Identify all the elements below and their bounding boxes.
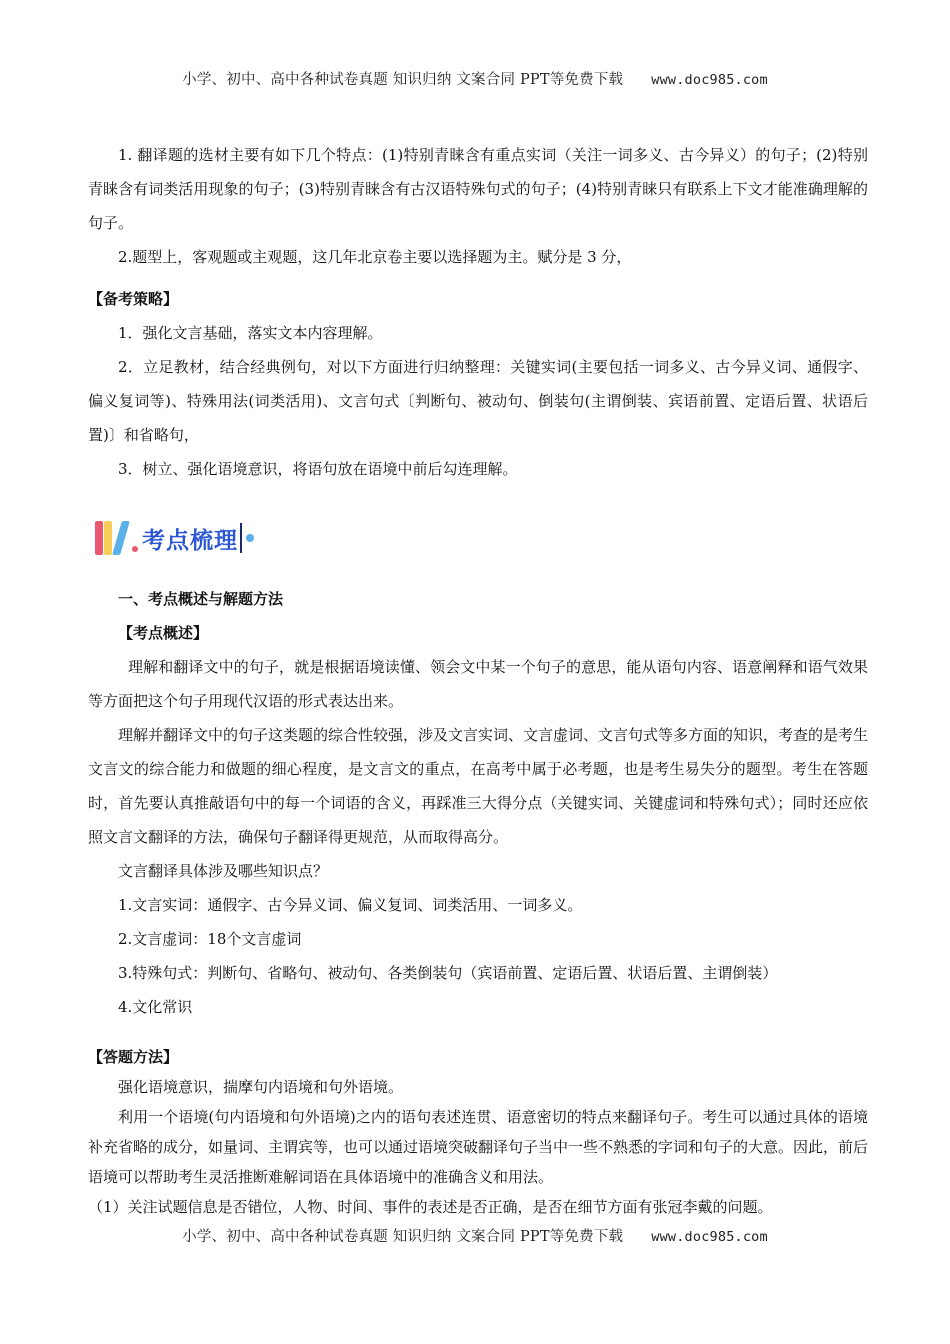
method-paragraph-2: 利用一个语境(句内语境和句外语境)之内的语句表述连贯、语意密切的特点来翻译句子。考生可以通过具体的语境补充省略的成分，如量词、主谓宾等，也可以通过语境突破翻译句子当中一些不熟悉的字词和句子的大意。因此，前后语境可以帮助考生灵活推断难解词语在具体语境中的准确含义和用法。 [88, 1108, 869, 1186]
intro-paragraph-2: 2.题型上，客观题或主观题，这几年北京卷主要以选择题为主。赋分是 3 分， [118, 248, 632, 266]
decorative-dot-icon [132, 546, 138, 552]
footer-url-link[interactable]: www.doc985.com [651, 1229, 768, 1245]
strategy-item-1: 1．强化文言基础，落实文本内容理解。 [118, 324, 383, 342]
divider-bar [240, 523, 242, 553]
section-1-title: 一、考点概述与解题方法 [118, 590, 284, 608]
strategy-section [88, 282, 868, 486]
banner-title: 考点梳理 [142, 527, 238, 554]
overview-heading: 【考点概述】 [118, 624, 209, 642]
knowledge-point-2: 2.文言虚词：18个文言虚词 [118, 930, 302, 948]
knowledge-point-4: 4.文化常识 [118, 998, 193, 1016]
method-paragraph-3: （1）关注试题信息是否错位，人物、时间、事件的表述是否正确，是否在细节方面有张冠李戴的问题。 [88, 1198, 773, 1216]
strategy-heading: 【备考策略】 [88, 290, 179, 308]
decorative-dot-icon [246, 534, 254, 542]
section-banner [95, 516, 254, 560]
section-1 [88, 582, 868, 1024]
page-footer [0, 1225, 950, 1246]
intro-section [88, 138, 868, 274]
books-icon [95, 521, 126, 555]
overview-paragraph-1: 理解和翻译文中的句子，就是根据语境读懂、领会文中某一个句子的意思，能从语句内容、语意阐释和语气效果等方面把这个句子用现代汉语的形式表达出来。 [88, 658, 868, 710]
intro-paragraph-1: 1. 翻译题的选材主要有如下几个特点：(1)特别青睐含有重点实词（关注一词多义、古今异义）的句子；(2)特别青睐含有词类活用现象的句子；(3)特别青睐含有古汉语特殊句式的句子；(4)特别青睐只有联系上下文才能准确理解的句子。 [88, 146, 868, 232]
method-heading: 【答题方法】 [88, 1048, 179, 1066]
knowledge-point-3: 3.特殊句式：判断句、省略句、被动句、各类倒装句（宾语前置、定语后置、状语后置、主谓倒装） [118, 964, 778, 982]
knowledge-question: 文言翻译具体涉及哪些知识点？ [118, 862, 329, 880]
page-header [0, 68, 950, 89]
header-text: 小学、初中、高中各种试卷真题 知识归纳 文案合同 PPT等免费下载 [182, 72, 624, 88]
header-url-link[interactable]: www.doc985.com [651, 72, 768, 88]
method-section [88, 1042, 868, 1222]
footer-text: 小学、初中、高中各种试卷真题 知识归纳 文案合同 PPT等免费下载 [182, 1229, 624, 1245]
overview-paragraph-2: 理解并翻译文中的句子这类题的综合性较强，涉及文言实词、文言虚词、文言句式等多方面的知识，考查的是考生文言文的综合能力和做题的细心程度，是文言文的重点，在高考中属于必考题，也是考生易失分的题型。考生在答题时，首先要认真推敲语句中的每一个词语的含义，再踩准三大得分点（关键实词、关键虚词和特殊句式）；同时还应依照文言文翻译的方法，确保句子翻译得更规范，从而取得高分。 [88, 726, 869, 846]
method-paragraph-1: 强化语境意识，揣摩句内语境和句外语境。 [118, 1078, 404, 1096]
knowledge-point-1: 1.文言实词：通假字、古今异义词、偏义复词、词类活用、一词多义。 [118, 896, 583, 914]
strategy-item-3: 3．树立、强化语境意识，将语句放在语境中前后勾连理解。 [118, 460, 518, 478]
strategy-item-2: 2．立足教材，结合经典例句，对以下方面进行归纳整理：关键实词(主要包括一词多义、古今异义词、通假字、偏义复词等)、特殊用法(词类活用)、文言句式〔判断句、被动句、倒装句(主谓倒装、宾语前置、定语后置、状语后置)〕和省略句， [88, 358, 868, 444]
